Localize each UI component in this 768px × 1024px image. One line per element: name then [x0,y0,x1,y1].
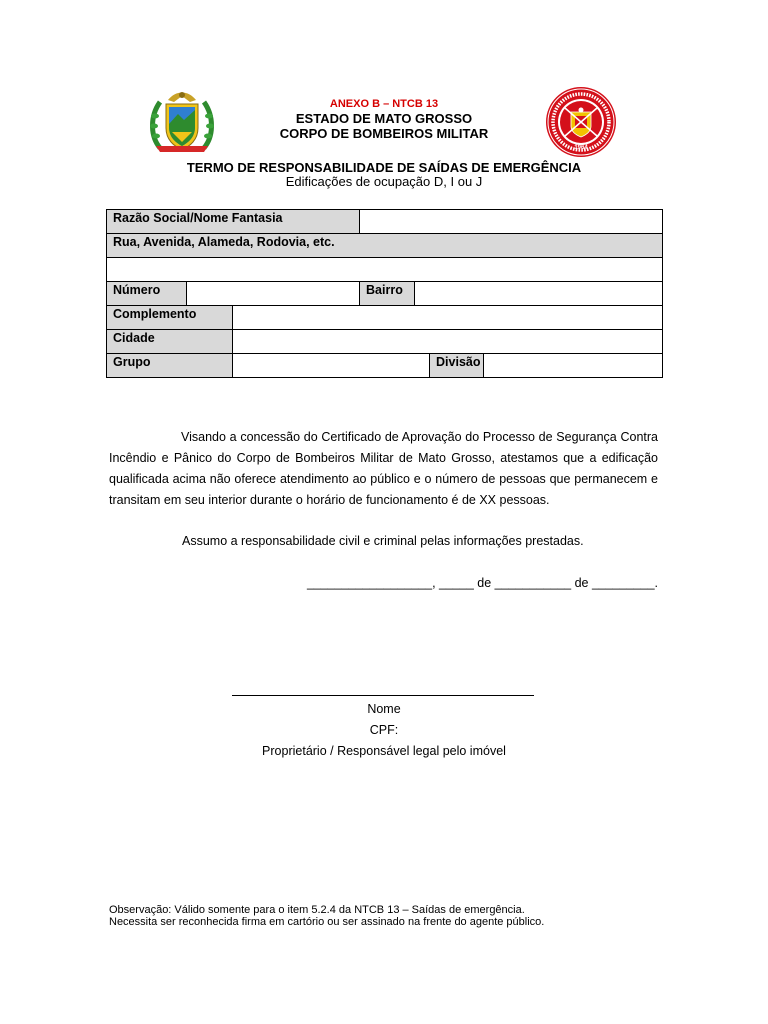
grupo-label: Grupo [107,354,233,378]
razao-social-label: Razão Social/Nome Fantasia [107,210,360,234]
grupo-field[interactable] [233,354,430,378]
bairro-field[interactable] [415,282,663,306]
signature-line[interactable] [232,695,534,696]
seal-year: 1964 [574,145,588,151]
cidade-label: Cidade [107,330,233,354]
address-label: Rua, Avenida, Alameda, Rodovia, etc. [107,234,663,258]
razao-social-field[interactable] [360,210,663,234]
address-field[interactable] [107,258,663,282]
divisao-label: Divisão [430,354,484,378]
corps-name: CORPO DE BOMBEIROS MILITAR [279,126,489,141]
document-title: TERMO DE RESPONSABILIDADE DE SAÍDAS DE EMERGÊNCIA [186,160,582,175]
complemento-field[interactable] [233,306,663,330]
numero-field[interactable] [187,282,360,306]
divisao-field[interactable] [484,354,663,378]
observation-line-1: Observação: Válido somente para o item 5.2.4 da NTCB 13 – Saídas de emergência. [109,904,525,916]
signer-cpf-label: CPF: [369,723,399,737]
footer-observation [109,904,544,928]
state-name: ESTADO DE MATO GROSSO [295,111,473,126]
numero-label: Número [107,282,187,306]
building-info-form [106,209,663,378]
document-subtitle: Edificações de ocupação D, I ou J [285,174,483,189]
signer-name-label: Nome [367,702,401,716]
signer-role-label: Proprietário / Responsável legal pelo imóvel [262,744,506,758]
declaration-paragraph: Visando a concessão do Certificado de Aprovação do Processo de Segurança Contra Incêndio e Pânico do Corpo de Bombeiros Militar de Mato Grosso, atestamos que a edificação qualificada acima não oferece atendimento ao público e o número de pessoas que permanecem e transitam em seu interior durante o horário de funcionamento é de XX pessoas. [109,430,658,507]
responsibility-statement: Assumo a responsabilidade civil e criminal pelas informações prestadas. [182,534,584,548]
observation-line-2: Necessita ser reconhecida firma em cartório ou ser assinado na frente do agente público. [109,916,545,928]
complemento-label: Complemento [107,306,233,330]
annex-label: ANEXO B – NTCB 13 [329,98,439,110]
bairro-label: Bairro [360,282,415,306]
cidade-field[interactable] [233,330,663,354]
place-date-line: __________________, _____ de ___________ de _________. [306,576,658,590]
